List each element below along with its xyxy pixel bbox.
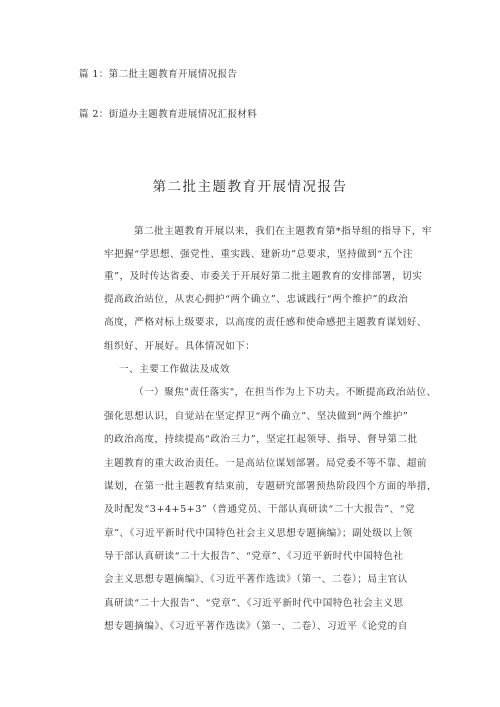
body-line: 强化思想认识，自觉站在坚定捍卫“两个确立”、坚决做到“两个维护” [104, 411, 409, 422]
section-heading: 一、主要工作做法及成效 [119, 364, 231, 375]
body-line: 导干部认真研读“二十大报告”、“党章”、《习近平新时代中国特色社 [104, 551, 404, 562]
body-line: 第二批主题教育开展以来，我们在主题教育第*指导组的指导下，牢 [134, 226, 433, 237]
body-line: 章”、《习近平新时代中国特色社会主义思想专题摘编》；副处级以上领 [104, 528, 413, 539]
body-line: 重”，及时传达省委、市委关于开展好第二批主题教育的安排部署，切实 [104, 271, 423, 282]
toc-item-1: 篇 1：第二批主题教育开展情况报告 [79, 69, 238, 80]
body-line: 谋划，在第一批主题教育结束前，专题研究部署预热阶段四个方面的举措， [104, 481, 438, 492]
body-line: 提高政治站位，从衷心拥护“两个确立”、忠诚践行“两个维护”的政治 [104, 294, 409, 305]
toc-item-2: 篇 2：街道办主题教育进展情况汇报材料 [79, 109, 258, 120]
body-line: 想专题摘编》、《习近平著作选读》（第一、二卷）、习近平《论党的自 [104, 621, 408, 632]
body-line: 主题教育的重大政治责任。一是高站位谋划部署。局党委不等不靠、超前 [104, 458, 427, 469]
body-line: 真研读“二十大报告”、“党章”、《习近平新时代中国特色社会主义思 [104, 598, 404, 609]
body-line: 牢把握“学思想、强党性、重实践、建新功”总要求，坚持做到“五个注 [104, 249, 413, 260]
body-line: 高度，严格对标上级要求，以高度的责任感和使命感把主题教育谋划好、 [104, 317, 427, 328]
body-line: 的政治高度，持续提高“政治三力”，坚定扛起领导、指导、督导第二批 [104, 434, 418, 445]
body-line: 及时配发“3+4+5+3”（普通党员、干部认真研读“二十大报告”、“党 [104, 504, 416, 515]
body-line: 会主义思想专题摘编》、《习近平著作选读》（第一、二卷）；局主官认 [104, 574, 408, 585]
document-title: 第二批主题教育开展情况报告 [152, 179, 348, 195]
body-line: （一）聚焦"责任落实"，在担当作为上下功夫。不断提高政治站位、 [134, 387, 437, 398]
body-line: 组织好、开展好。具体情况如下： [104, 341, 256, 352]
